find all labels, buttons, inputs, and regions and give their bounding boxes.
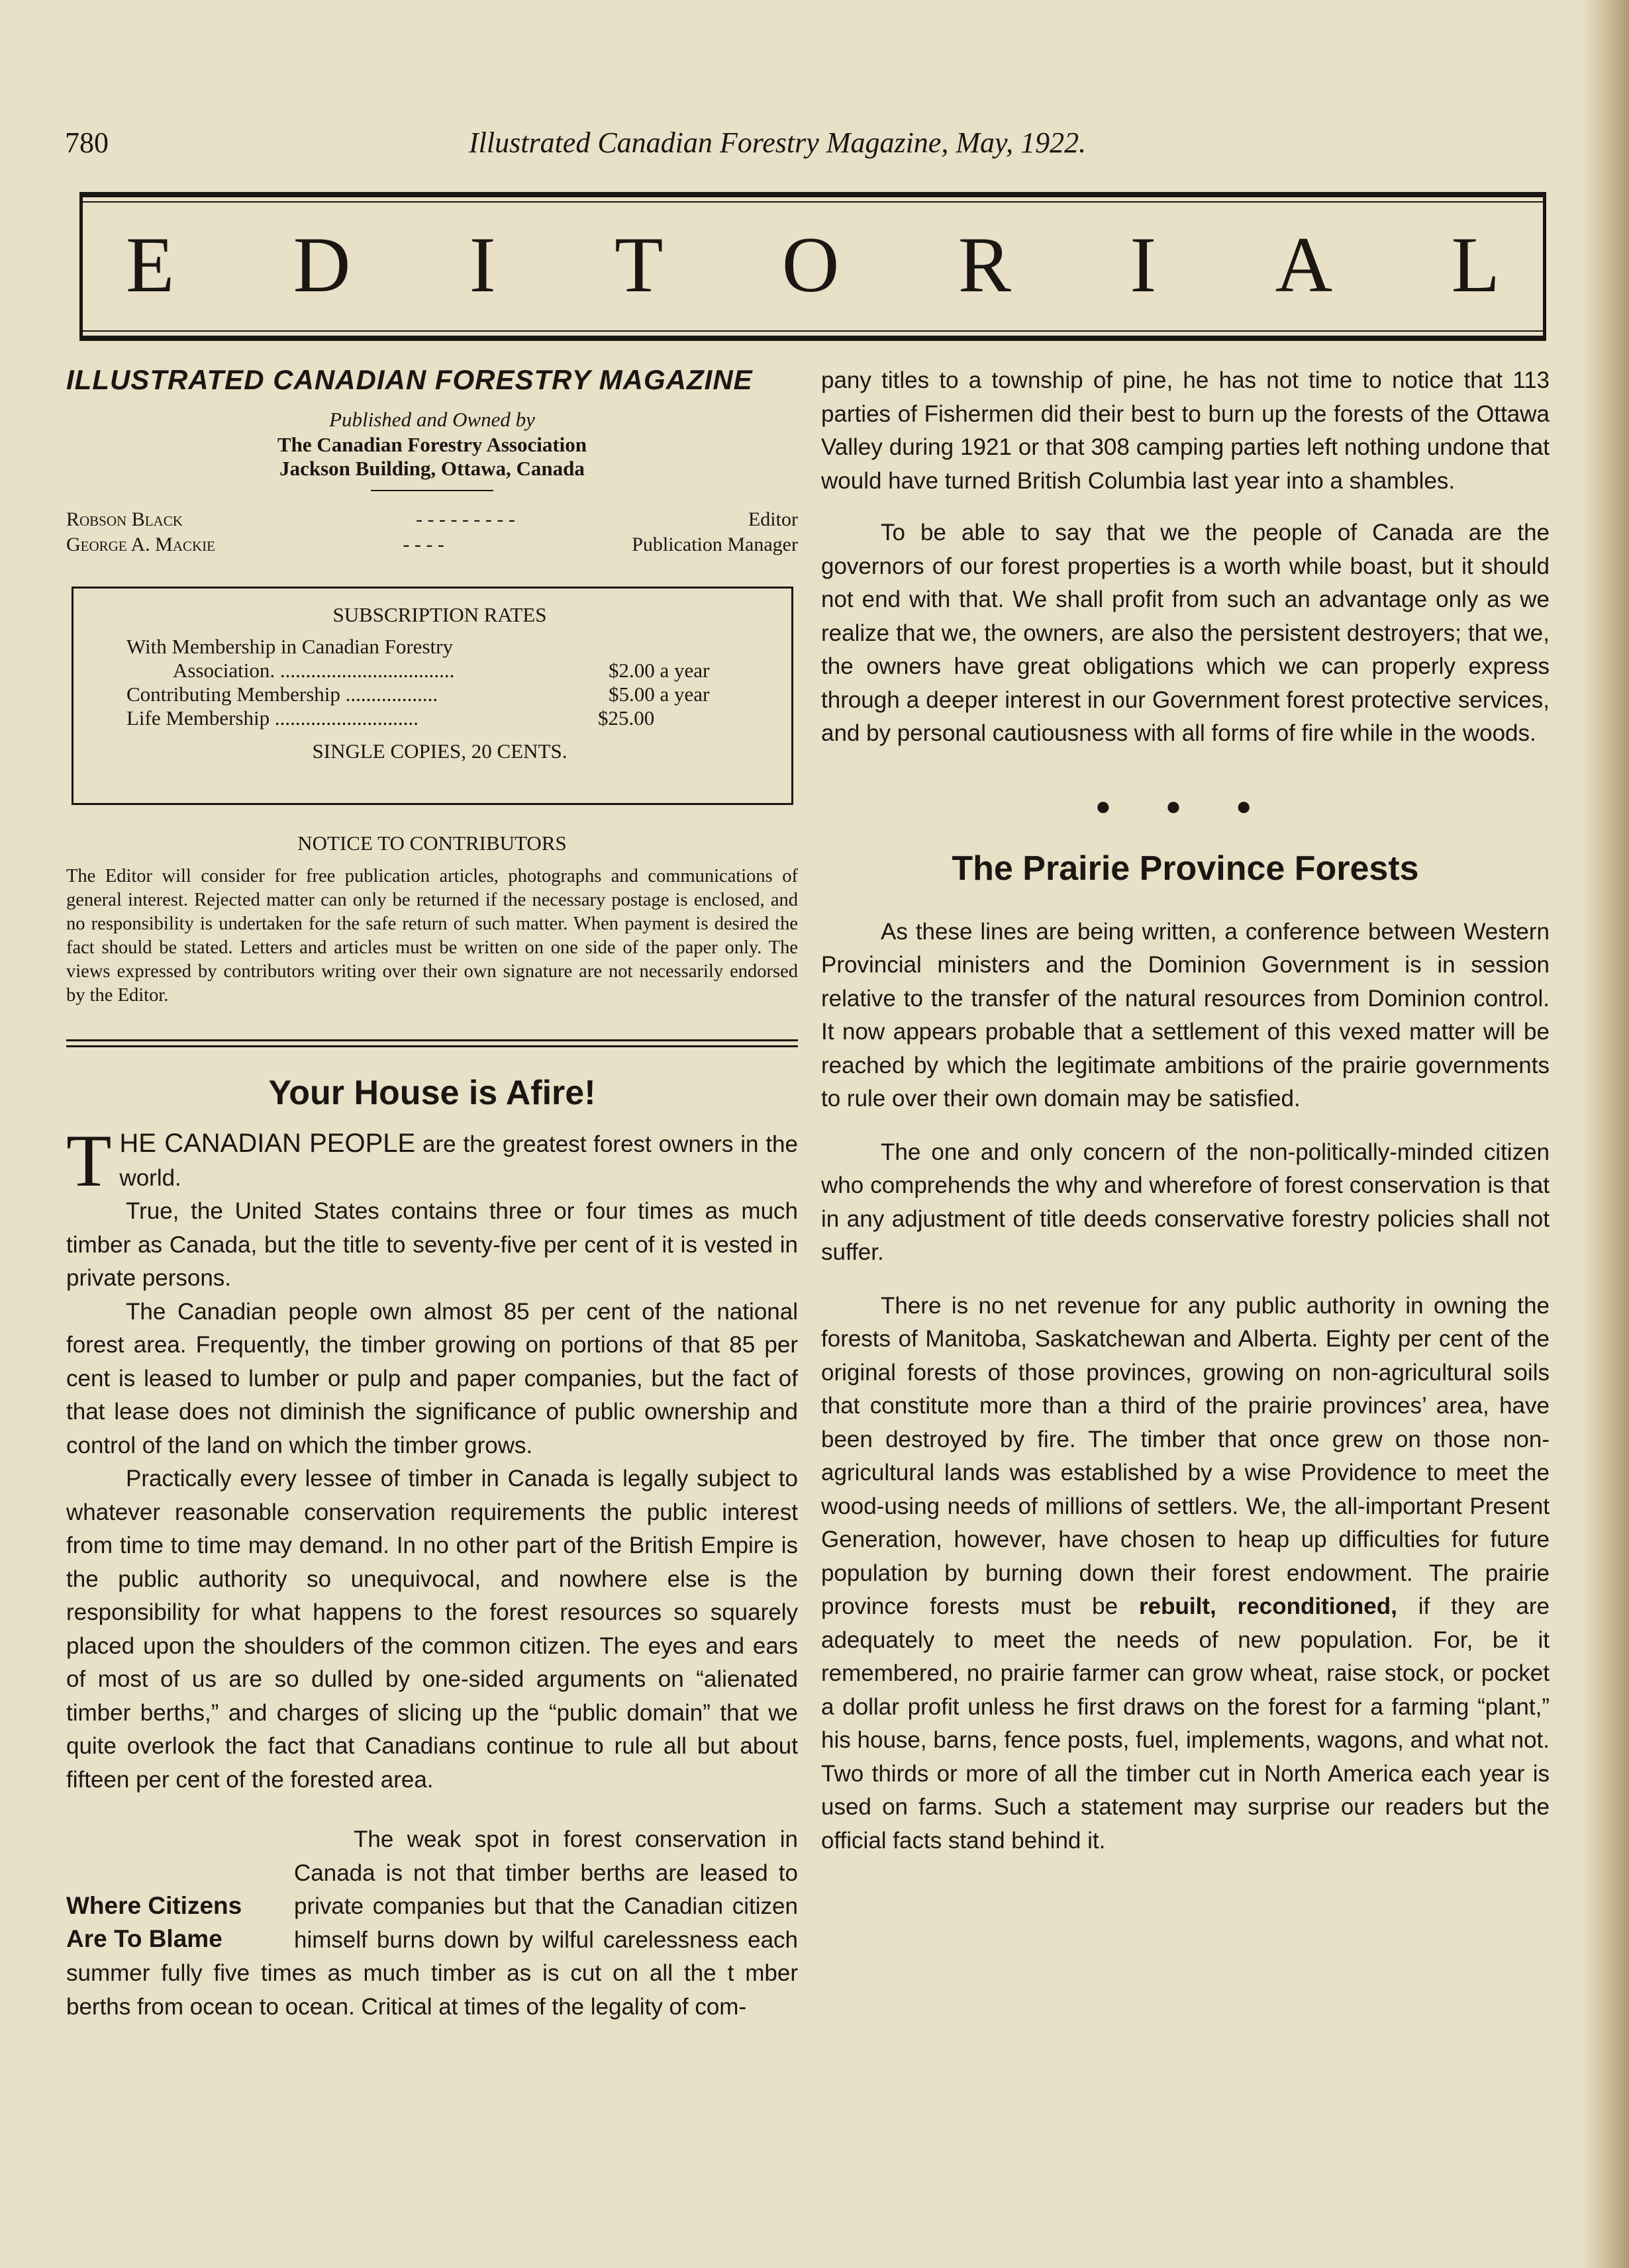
article-paragraph bbox=[66, 1120, 798, 1202]
banner-rule-top-thin bbox=[79, 201, 1546, 203]
single-copies: SINGLE COPIES, 20 CENTS. bbox=[312, 739, 568, 763]
article-paragraph: To be able to say that we the people of Canada are the governors of our forest properties is a worth while boast, but it should not end with that. We shall profit from such an advantage only as we realize that we, the owners, are also the persistent destroyers; that we, the owners have great obligations which we can properly express through a deeper interest in our Government forest protective services, and by personal cautiousness with all forms of fire while in the woods. bbox=[821, 520, 1550, 746]
notice-title: NOTICE TO CONTRIBUTORS bbox=[297, 831, 567, 855]
banner-letter: E bbox=[126, 220, 175, 308]
subscription-price: $25.00 bbox=[598, 706, 655, 730]
section-separator: ● ● ● bbox=[1095, 790, 1276, 821]
banner-letter: I bbox=[1130, 220, 1157, 308]
banner-rule-top bbox=[79, 192, 1546, 197]
opening-caps: HE CANADIAN PEOPLE bbox=[119, 1129, 416, 1158]
subscription-row bbox=[126, 683, 753, 706]
staff-name: George A. Mackie bbox=[66, 534, 216, 555]
running-title: Illustrated Canadian Forestry Magazine, May, 1922. bbox=[469, 126, 1087, 159]
paragraph-text: are the greatest forest owners in the world. bbox=[119, 1131, 798, 1191]
paragraph-text: There is no net revenue for any public authority in owning the forests of Manitoba, Saskatchewan and Alberta. Eighty per cent of the original forests of those provinces, growing on non-agricultural soils that constitute more than a third of the prairie provinces’ area, have been destroyed by fire. The timber that once grew on those non-agricultural lands was established by a wise Providence to meet the wood-using needs of millions of settlers. We, the all-important Present Generation, however, have chosen to heap up difficulties for future population by burning down their forest endowment. The prairie province forests must be bbox=[821, 1292, 1550, 1619]
banner-rule-bottom-thin bbox=[79, 330, 1546, 332]
article-paragraph: Practically every lessee of timber in Canada is legally subject to whatever reasonable conservation requirements the public interest from time to time may demand. In no other part of the British Empire is the public authority so unequivocal, and nowhere else is the responsibility for what happens to the forest resources so squarely placed upon the shoulders of the common citizen. The eyes and ears of most of us are so dulled by one-sided arguments on “alienated timber berths,” and charges of slicing up the “public domain” that we quite overlook the fact that Canadians continue to rule all but about fifteen per cent of the forested area. bbox=[66, 1466, 798, 1793]
banner-letter: R bbox=[958, 220, 1011, 308]
left-column bbox=[66, 364, 798, 2024]
staff-row bbox=[66, 532, 798, 557]
subscription-title: SUBSCRIPTION RATES bbox=[332, 603, 547, 626]
staff-role: Editor bbox=[748, 508, 798, 530]
subscription-box bbox=[72, 587, 793, 805]
article-paragraph: The one and only concern of the non-politically-minded citizen who comprehends the why and wherefore of forest conservation is that in any adjustment of title deeds conservative forestry policies shall not suffer. bbox=[821, 1139, 1550, 1265]
article-paragraph: The weak spot in forest conservation in Canada is not that timber berths are leased to private companies but that the Canadian citizen himself burns down by wilful carelessness each summer fully five times as much timber as is cut on all the t mber berths from ocean to ocean. Critical at times of the legality of com- bbox=[66, 1826, 798, 2020]
subscription-row bbox=[126, 635, 753, 659]
article-paragraph: True, the United States contains three or four times as much timber as Canada, but the title to seventy-five per cent of it is vested in private persons. bbox=[66, 1198, 798, 1291]
subscription-price: $2.00 a year bbox=[609, 659, 710, 682]
emphasis-text: rebuilt, reconditioned, bbox=[1139, 1593, 1397, 1619]
right-column bbox=[821, 364, 1550, 1858]
published-line: Published and Owned by bbox=[329, 408, 535, 431]
masthead-rule bbox=[371, 490, 493, 491]
staff-role: Publication Manager bbox=[632, 534, 798, 555]
article-heading: The Prairie Province Forests bbox=[952, 849, 1419, 888]
banner-letter: T bbox=[615, 220, 664, 308]
page-edge-shadow bbox=[1583, 0, 1629, 2268]
paragraph-text: if they are adequately to meet the needs of new population. For, be it remembered, no prairie farmer can grow wheat, raise stock, or pocket a dollar profit unless he first draws on the forest for a farming “plant,” his house, barns, fence posts, fuel, implements, wagons, and what not. Two thirds or more of all the timber cut in North America each year is used on farms. Such a statement may surprise our readers but the official facts stand behind it. bbox=[821, 1593, 1550, 1854]
magazine-name: ILLUSTRATED CANADIAN FORESTRY MAGAZINE bbox=[66, 364, 753, 395]
running-head bbox=[65, 126, 1548, 165]
article-paragraph: The Canadian people own almost 85 per cent of the national forest area. Frequently, the timber growing on portions of that 85 per cent is leased to lumber or pulp and paper companies, but the fact of that lease does not diminish the significance of public ownership and control of the land on which the timber grows. bbox=[66, 1298, 798, 1458]
subscription-row bbox=[126, 659, 753, 683]
subscription-label: Contributing Membership .................. bbox=[126, 683, 438, 706]
side-heading: Where Citizens Are To Blame bbox=[66, 1892, 242, 1952]
article-paragraph bbox=[821, 1290, 1550, 1858]
banner-letters bbox=[126, 218, 1500, 311]
subscription-label: Life Membership ............................ bbox=[126, 706, 419, 730]
staff-dashes: - - - - - - - - - bbox=[415, 508, 515, 530]
section-divider bbox=[66, 1039, 798, 1047]
banner-letter: D bbox=[293, 220, 351, 308]
editorial-banner bbox=[79, 192, 1546, 341]
banner-letter: L bbox=[1451, 220, 1500, 308]
banner-letter: I bbox=[469, 220, 496, 308]
banner-side-left bbox=[79, 192, 83, 341]
drop-cap: T bbox=[66, 1120, 112, 1202]
article-paragraph: As these lines are being written, a conference between Western Provincial ministers and the Dominion Government is in session relative to the transfer of the natural resources from Dominion control. It now appears probable that a settlement of this vexed matter will be reached by which the legitimate ambitions of the prairie governments to rule over their own domain may be satisfied. bbox=[821, 918, 1550, 1111]
org-address: Jackson Building, Ottawa, Canada bbox=[279, 457, 585, 480]
subscription-label: With Membership in Canadian Forestry bbox=[126, 635, 453, 658]
page-number: 780 bbox=[65, 126, 109, 159]
subscription-price: $5.00 a year bbox=[609, 683, 710, 706]
article-paragraph: pany titles to a township of pine, he has not time to notice that 113 parties of Fishermen did their best to burn up the forests of the Ottawa Valley during 1921 or that 308 camping parties left nothing undone that would have turned British Columbia last year into a shambles. bbox=[821, 367, 1550, 494]
banner-letter: O bbox=[781, 220, 840, 308]
banner-rule-bottom bbox=[79, 336, 1546, 341]
banner-letter: A bbox=[1275, 220, 1333, 308]
article-heading: Your House is Afire! bbox=[268, 1074, 596, 1112]
subscription-row bbox=[126, 706, 753, 730]
org-name: The Canadian Forestry Association bbox=[277, 433, 587, 456]
staff-row bbox=[66, 507, 798, 532]
staff-name: Robson Black bbox=[66, 508, 183, 530]
subscription-label: Association. .................................. bbox=[173, 659, 455, 682]
staff-list bbox=[66, 507, 798, 557]
staff-dashes: - - - - bbox=[403, 534, 444, 555]
banner-side-right bbox=[1543, 192, 1546, 341]
notice-body: The Editor will consider for free publication articles, photographs and communications of general interest. Rejected matter can only be returned if the necessary postage is enclosed, and no responsibility is undertaken for the safe return of such matter. When payment is desired the fact should be stated. Letters and articles must be written on one side of the paper only. The views expressed by contributors writing over their own signature are not necessarily endorsed by the Editor. bbox=[66, 866, 798, 1006]
